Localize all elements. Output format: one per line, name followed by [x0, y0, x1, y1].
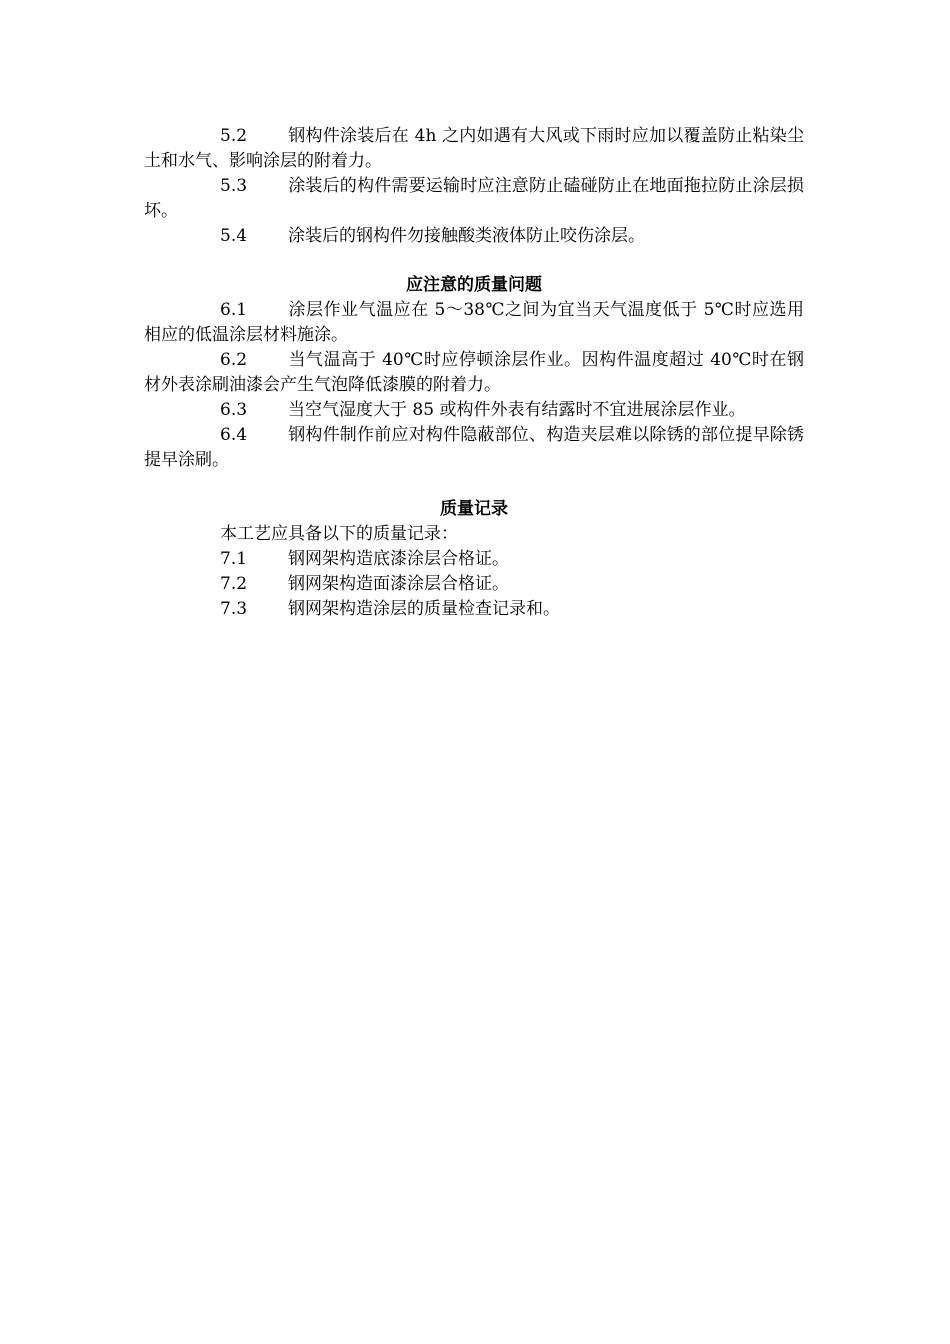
clause-text: 当气温高于 40℃时应停顿涂层作业。因构件温度超过 40℃时在钢材外表涂刷油漆会产生气泡降低漆膜的附着力。 [144, 350, 804, 395]
clause-text: 涂装后的构件需要运输时应注意防止磕碰防止在地面拖拉防止涂层损坏。 [144, 176, 804, 221]
clause-number: 7.2 [220, 574, 248, 594]
clause-5-2 [144, 124, 804, 174]
clause-7-2 [144, 572, 804, 597]
clause-number: 6.4 [220, 425, 248, 445]
clause-number: 6.2 [220, 350, 248, 370]
clause-text: 钢网架构造底漆涂层合格证。 [288, 549, 509, 569]
clause-text: 涂层作业气温应在 5～38℃之间为宜当天气温度低于 5℃时应选用相应的低温涂层材料施涂。 [144, 300, 804, 345]
clause-number: 5.2 [220, 126, 248, 146]
clause-number: 7.1 [220, 549, 248, 569]
section-heading-quality-issues: 应注意的质量问题 [406, 275, 542, 295]
document-body [144, 124, 804, 622]
clause-text: 钢构件涂装后在 4h 之内如遇有大风或下雨时应加以覆盖防止粘染尘土和水气、影响涂层的附着力。 [144, 126, 804, 171]
clause-number: 5.4 [220, 226, 248, 246]
clause-text: 钢构件制作前应对构件隐蔽部位、构造夹层难以除锈的部位提早除锈提早涂刷。 [144, 425, 804, 470]
clause-text: 钢网架构造涂层的质量检查记录和。 [288, 599, 560, 619]
clause-number: 5.3 [220, 176, 248, 196]
clause-number: 6.3 [220, 400, 248, 420]
clause-text: 涂装后的钢构件勿接触酸类液体防止咬伤涂层。 [288, 226, 645, 246]
clause-5-3 [144, 174, 804, 224]
clause-6-4 [144, 423, 804, 473]
clause-6-1 [144, 298, 804, 348]
clause-6-2 [144, 348, 804, 398]
clause-number: 7.3 [220, 599, 248, 619]
records-intro: 本工艺应具备以下的质量记录： [220, 524, 458, 544]
clause-5-4 [144, 224, 804, 249]
clause-6-3 [144, 398, 804, 423]
clause-text: 钢网架构造面漆涂层合格证。 [288, 574, 509, 594]
clause-number: 6.1 [220, 300, 248, 320]
clause-7-1 [144, 547, 804, 572]
section-heading-quality-records: 质量记录 [440, 499, 508, 519]
clause-7-3 [144, 597, 804, 622]
clause-text: 当空气湿度大于 85 或构件外表有结露时不宜进展涂层作业。 [288, 400, 746, 420]
